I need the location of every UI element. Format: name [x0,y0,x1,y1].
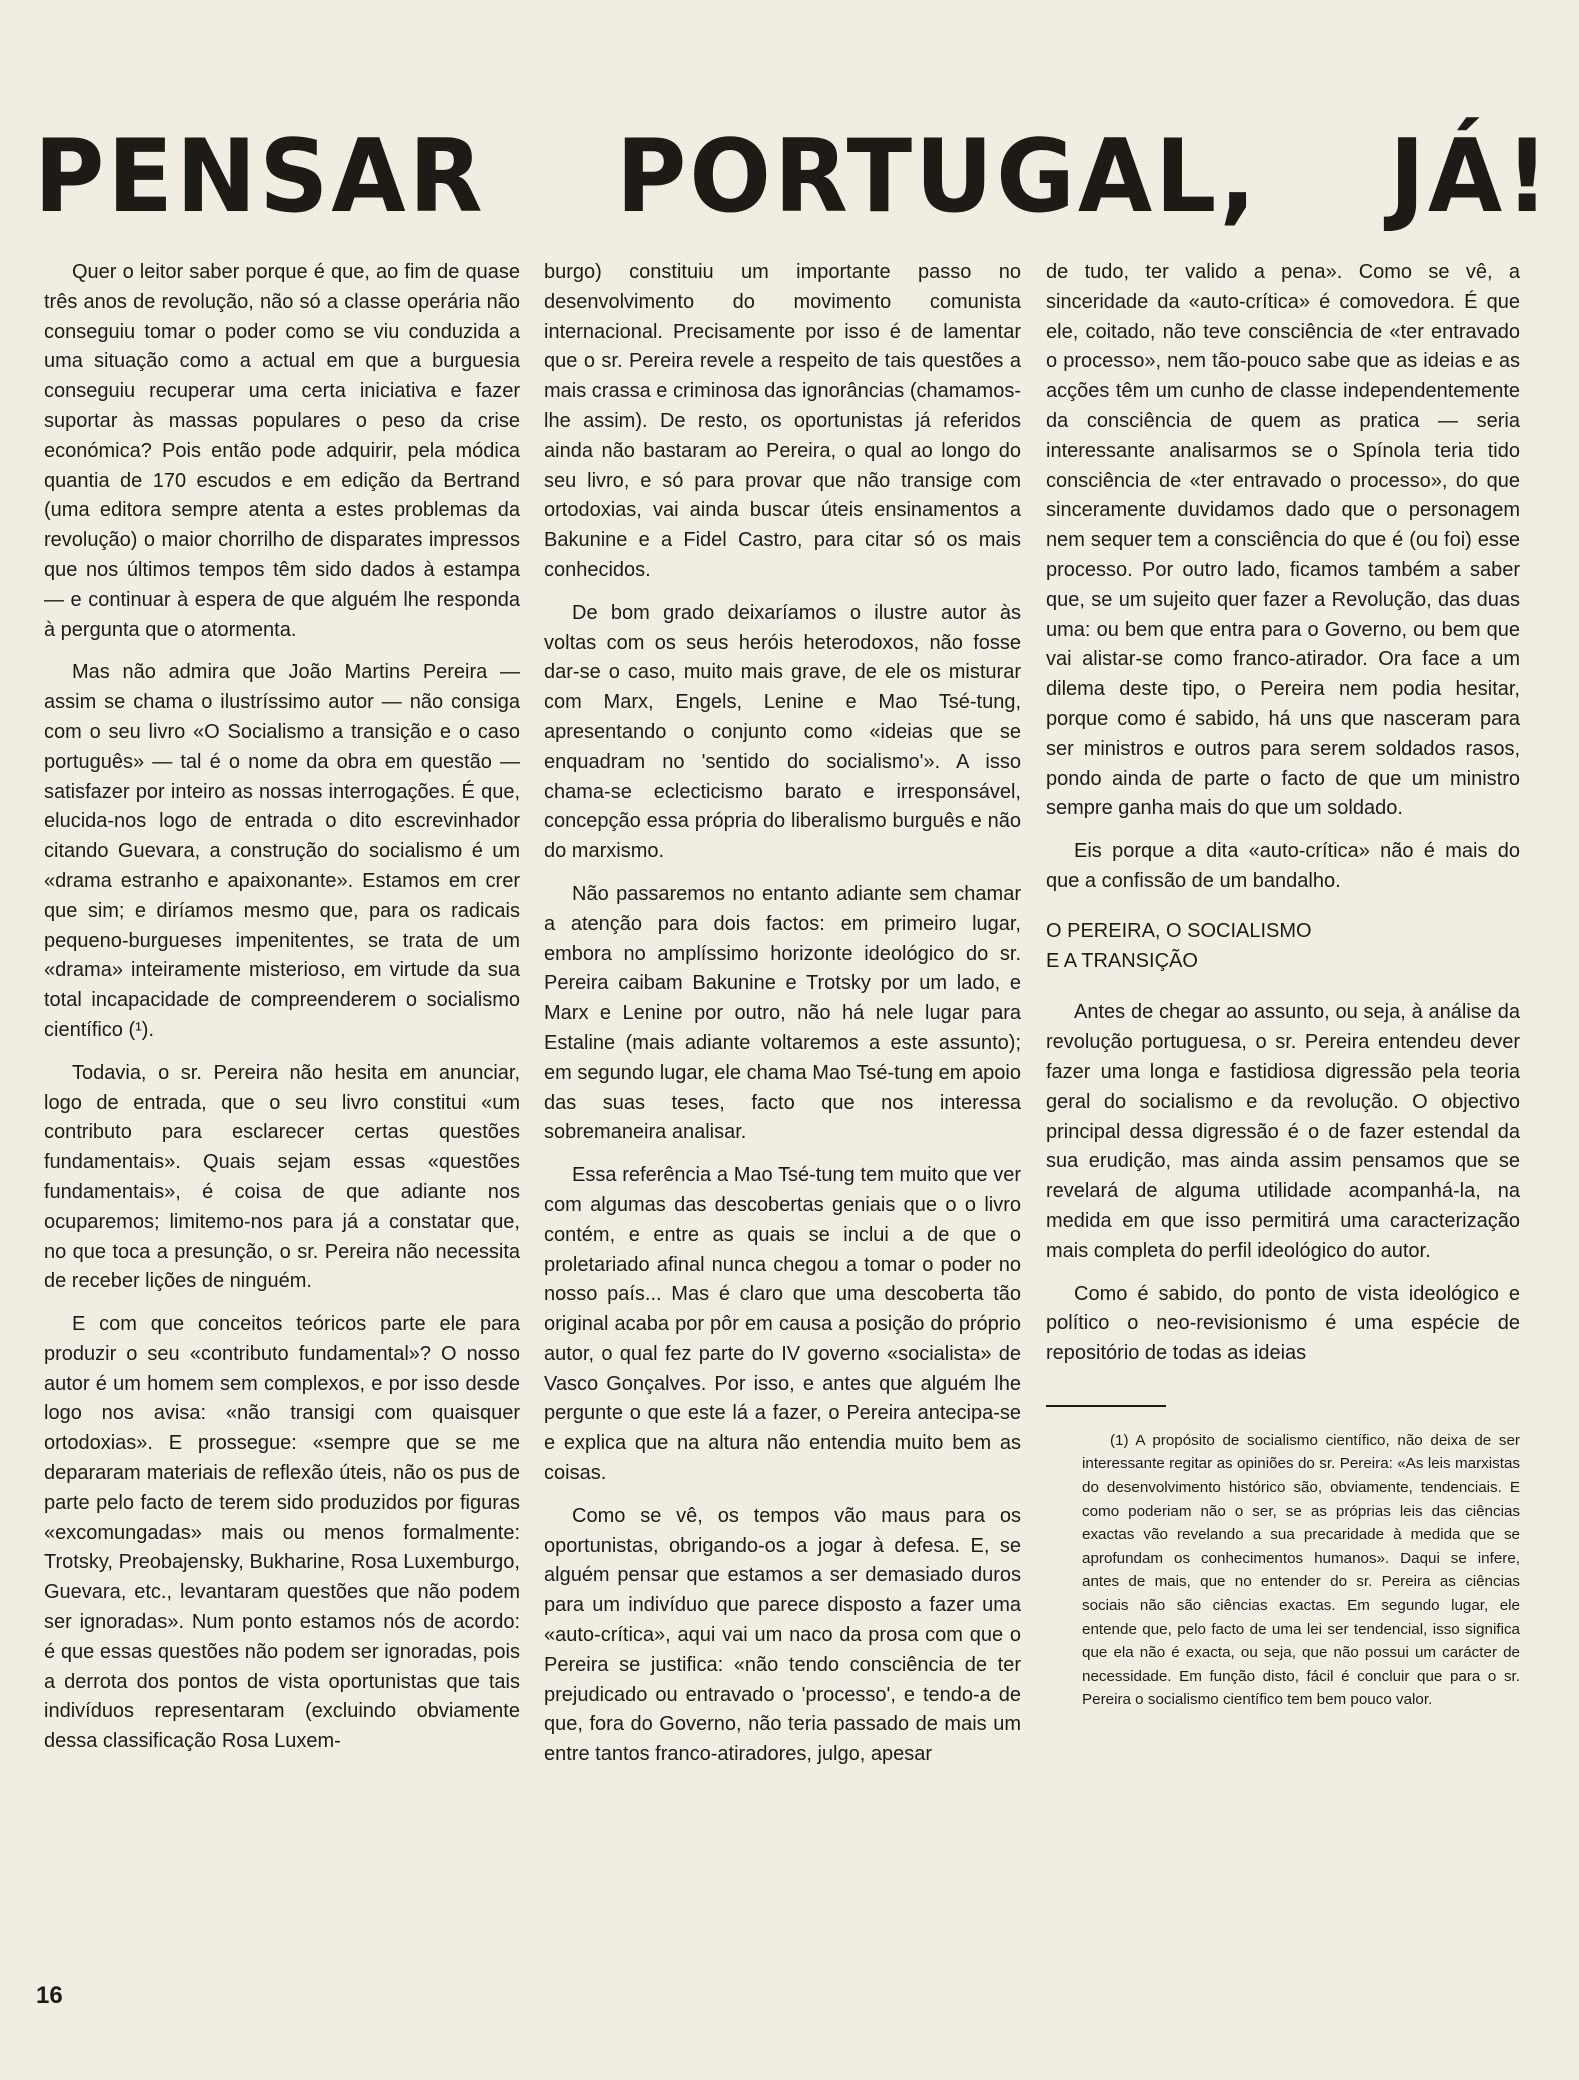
paragraph: Eis porque a dita «auto-crítica» não é mais do que a confissão de um bandalho. [1046,840,1520,892]
paragraph: Todavia, o sr. Pereira não hesita em anunciar, logo de entrada, que o seu livro constitui «um contributo para esclarecer certas questões fundamentais». Quais sejam essas «questões fundamentais», é coisa de que adiante nos ocuparemos; limitemo-nos para já a constatar que, no que toca a presunção, o sr. Pereira não necessita de receber lições de ninguém. [44,1061,520,1293]
footnote: (1) A propósito de socialismo científico, não deixa de ser interessante regitar as opiniões do sr. Pereira: «As leis marxistas do desenvolvimento histórico são, obviamente, tendenciais. E como poderiam não o ser, se as próprias leis das ciências exactas vão revelando a sua precaridade à medida que se aprofundam os conhecimentos humanos». Daqui se infere, antes de mais, que no entender do sr. Pereira as ciências sociais não são ciências exactas. Em segundo lugar, ele entende que, pelo facto de uma lei ser tendencial, isso significa que ela não é exacta, ou seja, que não possui um carácter de necessidade. Em função disto, fácil é concluir que para o sr. Pereira o socialismo científico tem bem pouco valor. [1082,1431,1520,1709]
paragraph: burgo) constituiu um importante passo no desenvolvimento do movimento comunista internacional. Precisamente por isso é de lamentar que o sr. Pereira revele a respeito de tais questões a mais crassa e criminosa das ignorâncias (chamamos-lhe assim). De resto, os oportunistas já referidos ainda não bastaram ao Pereira, o qual ao longo do seu livro, e só para provar que não transige com ortodoxias, vai ainda buscar úteis ensinamentos a Bakunine e a Fidel Castro, para citar só os mais conhecidos. [544,261,1021,581]
footnote-divider [1046,1405,1166,1407]
article-column-3 [1046,258,1520,1725]
subheading-line: O PEREIRA, O SOCIALISMO [1046,919,1312,942]
paragraph: Não passaremos no entanto adiante sem chamar a atenção para dois factos: em primeiro lugar, embora no amplíssimo horizonte ideológico do sr. Pereira caibam Bakunine e Trotsky por um lado, e Marx e Lenine por outro, não há nele lugar para Estaline (mais adiante voltaremos a este assunto); em segundo lugar, ele chama Mao Tsé-tung em apoio das suas teses, facto que nos interessa sobremaneira analisar. [544,882,1021,1144]
page-number: 16 [36,1982,63,2009]
paragraph: E com que conceitos teóricos parte ele para produzir o seu «contributo fundamental»? O nosso autor é um homem sem complexos, e por isso desde logo nos avisa: «não transigi com quaisquer ortodoxias». E prossegue: «sempre que se me depararam materiais de reflexão úteis, não os pus de parte pelo facto de terem sido produzidos por figuras «excomungadas» mais ou menos formalmente: Trotsky, Preobajensky, Bukharine, Rosa Luxemburgo, Guevara, etc., levantaram questões que não podem ser ignoradas». Num ponto estamos nós de acordo: é que essas questões não podem ser ignoradas, pois a derrota dos pontos de vista oportunistas que tais indivíduos representaram (excluindo obviamente dessa classificação Rosa Luxem- [44,1313,520,1753]
section-subheading [1046,917,1520,977]
paragraph: de tudo, ter valido a pena». Como se vê, a sinceridade da «auto-crítica» é comovedora. É que ele, coitado, não teve consciência de «ter entravado o processo», nem tão-pouco sabe que as ideias e as acções têm um cunho de classe independentemente da consciência de quem as pratica — seria interessante analisarmos se o Spínola teria tido consciência de «ter entravado o processo», do que sinceramente duvidamos dado que o personagem nem sequer tem a consciência do que é (ou foi) esse processo. Por outro lado, ficamos também a saber que, se um sujeito quer fazer a Revolução, das duas uma: ou bem que entra para o Governo, ou bem que vai alistar-se como franco-atirador. Ora face a um dilema deste tipo, o Pereira nem podia hesitar, porque como é sabido, há uns que nasceram para ser ministros e outros para serem soldados rasos, pondo ainda de parte o facto de que um ministro sempre ganha mais do que um soldado. [1046,261,1520,820]
paragraph: Como se vê, os tempos vão maus para os oportunistas, obrigando-os a jogar à defesa. E, se alguém pensar que estamos a ser demasiado duros para um indivíduo que parece disposto a fazer uma «auto-crítica», aqui vai um naco da prosa com que o Pereira se justifica: «não tendo consciência de ter prejudicado ou entravado o 'processo', e tendo-a de que, fora do Governo, não teria passado de mais um entre tantos franco-atiradores, julgo, apesar [544,1504,1021,1766]
paragraph: Mas não admira que João Martins Pereira — assim se chama o ilustríssimo autor — não consiga com o seu livro «O Socialismo a transição e o caso português» — tal é o nome da obra em questão — satisfazer por inteiro as nossas interrogações. É que, elucida-nos logo de entrada o dito escrevinhador citando Guevara, a construção do socialismo é um «drama estranho e apaixonante». Estamos em crer que sim; e diríamos mesmo que, para os radicais pequeno-burgueses impenitentes, se trata de um «drama» inteiramente misterioso, em virtude da sua total incapacidade de compreenderem o socialismo científico (¹). [44,661,520,1041]
paragraph: Como é sabido, do ponto de vista ideológico e político o neo-revisionismo é uma espécie de repositório de todas as ideias [1046,1282,1520,1365]
paragraph: De bom grado deixaríamos o ilustre autor às voltas com os seus heróis heterodoxos, não fosse dar-se o caso, muito mais grave, de ele os misturar com Marx, Engels, Lenine e Mao Tsé-tung, apresentando o conjunto como «ideias que se enquadram no 'sentido do socialismo'». A isso chama-se eclecticismo barato e irresponsável, concepção essa própria do liberalismo burguês e não do marxismo. [544,601,1021,863]
subheading-line: E A TRANSIÇÃO [1046,949,1198,972]
paragraph: Quer o leitor saber porque é que, ao fim de quase três anos de revolução, não só a classe operária não conseguiu tomar o poder como se viu conduzida a uma situação como a actual em que a burguesia conseguiu recuperar uma certa iniciativa e fazer suportar às massas populares o peso da crise económica? Pois então pode adquirir, pela módica quantia de 170 escudos e em edição da Bertrand (uma editora sempre atenta a estes problemas da revolução) o maior chorrilho de disparates impressos que nos últimos tempos têm sido dados à estampa — e continuar à espera de que alguém lhe responda à pergunta que o atormenta. [44,261,520,641]
article-column-1 [44,258,520,1770]
paragraph: Antes de chegar ao assunto, ou seja, à análise da revolução portuguesa, o sr. Pereira entendeu dever fazer uma longa e fastidiosa digressão pela teoria geral do socialismo e da revolução. O objectivo principal dessa digressão é o de fazer estendal da sua erudição, mas ainda assim pensamos que se revelará de alguma utilidade acompanhá-la, na medida em que isso permitirá uma caracterização mais completa do perfil ideológico do autor. [1046,1001,1520,1262]
headline: PENSAR PORTUGAL, JÁ! [34,117,1552,236]
article-column-2 [544,258,1021,1783]
paragraph: Essa referência a Mao Tsé-tung tem muito que ver com algumas das descobertas geniais que o o livro contém, e entre as quais se inclui a de que o proletariado afinal nunca chegou a tomar o poder no nosso país... Mas é claro que uma descoberta tão original acaba por pôr em causa a posição do próprio autor, o qual fez parte do IV governo «socialista» de Vasco Gonçalves. Por isso, e antes que alguém lhe pergunte o que este lá a fazer, o Pereira antecipa-se e explica que na altura não entendia muito bem as coisas. [544,1164,1021,1485]
